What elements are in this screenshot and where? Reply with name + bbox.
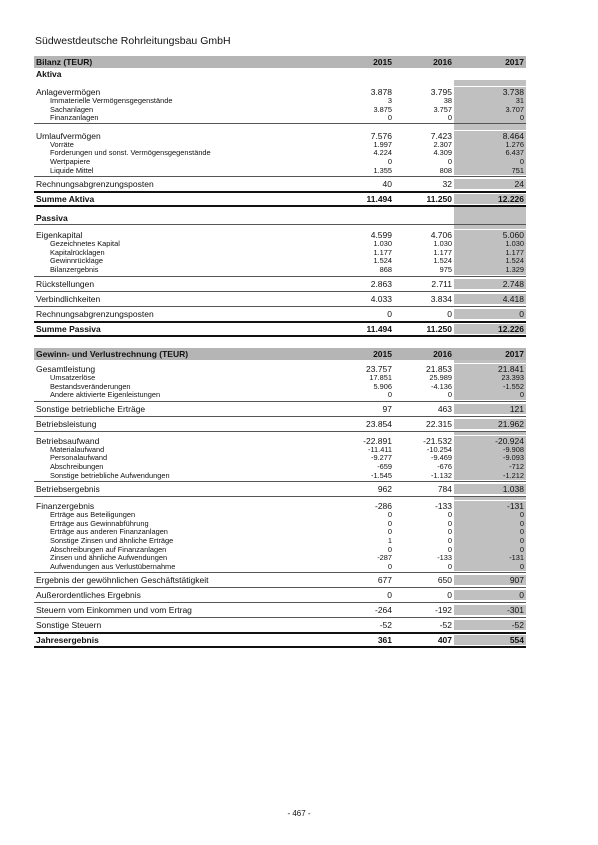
value-2016: 0 bbox=[447, 156, 452, 166]
value-2015: -22.891 bbox=[363, 435, 392, 446]
value-2015: 0 bbox=[387, 590, 392, 601]
value-2015: 0 bbox=[387, 527, 392, 537]
value-2015: 5.906 bbox=[373, 381, 392, 391]
table-row bbox=[34, 266, 526, 275]
value-2016: 0 bbox=[447, 527, 452, 537]
value-2016: 11.250 bbox=[426, 323, 452, 334]
value-2017: 0 bbox=[454, 528, 526, 537]
value-2015: 0 bbox=[387, 308, 392, 319]
table-row bbox=[34, 276, 526, 291]
value-2017: 1.276 bbox=[454, 141, 526, 150]
table-row bbox=[34, 114, 526, 123]
value-2017: 907 bbox=[454, 575, 526, 585]
value-2016: 3.757 bbox=[433, 104, 452, 114]
value-2017: 0 bbox=[454, 563, 526, 572]
value-2017: 0 bbox=[454, 391, 526, 400]
value-2017: 554 bbox=[454, 635, 526, 645]
value-2017: 1.038 bbox=[454, 484, 526, 494]
value-2016: -4.136 bbox=[431, 381, 452, 391]
value-2015: 1 bbox=[387, 535, 392, 545]
value-2017: 0 bbox=[454, 537, 526, 546]
value-2015: 0 bbox=[387, 544, 392, 554]
value-2016: 808 bbox=[439, 165, 452, 175]
value-2017: 0 bbox=[454, 158, 526, 167]
value-2016: 1.030 bbox=[433, 239, 452, 249]
value-2017: 21.841 bbox=[454, 364, 526, 374]
value-2017: 12.226 bbox=[454, 194, 526, 204]
row-label: Sonstige betriebliche Aufwendungen bbox=[50, 470, 170, 480]
value-2015: -52 bbox=[379, 620, 392, 631]
section-title: Aktiva bbox=[36, 69, 62, 79]
row-label: Kapitalrücklagen bbox=[50, 247, 105, 257]
value-2016: -1.132 bbox=[431, 470, 452, 480]
value-2016: 0 bbox=[447, 590, 452, 601]
value-2017: -1.212 bbox=[454, 472, 526, 481]
table-row bbox=[34, 149, 526, 158]
value-2015: -659 bbox=[377, 461, 392, 471]
value-2016: -52 bbox=[439, 620, 452, 631]
value-2016: -21.532 bbox=[423, 435, 452, 446]
value-2015: 1.524 bbox=[373, 256, 392, 266]
value-2017: 121 bbox=[454, 404, 526, 414]
row-label: Abschreibungen bbox=[50, 461, 104, 471]
row-label: Materialaufwand bbox=[50, 444, 105, 454]
value-2015: -11.411 bbox=[368, 444, 392, 454]
table-row bbox=[34, 97, 526, 106]
value-2016: 3.795 bbox=[430, 87, 452, 97]
row-label: Bestandsveränderungen bbox=[50, 381, 131, 391]
row-label: Summe Passiva bbox=[36, 323, 101, 334]
row-label: Finanzanlagen bbox=[50, 113, 99, 123]
table-row bbox=[34, 176, 526, 191]
value-2017: -131 bbox=[454, 554, 526, 563]
table-row bbox=[34, 472, 526, 481]
value-2015: 7.576 bbox=[370, 130, 392, 141]
value-2015: 361 bbox=[377, 635, 392, 646]
value-2017: 3.738 bbox=[454, 87, 526, 97]
value-2015: 868 bbox=[379, 264, 392, 274]
table-row bbox=[34, 257, 526, 266]
value-2016: -133 bbox=[437, 553, 452, 563]
value-2017: 0 bbox=[454, 309, 526, 319]
row-label: Personalaufwand bbox=[50, 453, 108, 463]
row-label: Außerordentliches Ergebnis bbox=[36, 590, 141, 601]
value-2017: 2.748 bbox=[454, 279, 526, 289]
value-2017: 0 bbox=[454, 520, 526, 529]
value-2015: 2.863 bbox=[370, 278, 392, 289]
value-2015: 0 bbox=[387, 510, 392, 520]
value-2015: 4.033 bbox=[370, 293, 392, 304]
value-2017: 31 bbox=[454, 97, 526, 106]
value-2017: 1.524 bbox=[454, 257, 526, 266]
value-2015: 1.355 bbox=[373, 165, 392, 175]
value-2015: 0 bbox=[387, 113, 392, 123]
value-2015: 1.997 bbox=[373, 139, 392, 149]
row-label: Bilanzergebnis bbox=[50, 264, 99, 274]
value-2016: -10.254 bbox=[426, 444, 452, 454]
year-2016: 2016 bbox=[433, 57, 452, 67]
value-2017: 23.393 bbox=[454, 374, 526, 383]
row-label: Sonstige Zinsen und ähnliche Erträge bbox=[50, 535, 174, 545]
value-2015: 962 bbox=[377, 484, 392, 495]
value-2017: 24 bbox=[454, 179, 526, 189]
value-2017: -712 bbox=[454, 463, 526, 472]
spacer bbox=[34, 123, 526, 130]
section-aktiva bbox=[34, 68, 526, 80]
year-2017: 2017 bbox=[454, 349, 526, 359]
value-2017: 1.329 bbox=[454, 266, 526, 275]
table-row bbox=[34, 106, 526, 115]
value-2017: -52 bbox=[454, 620, 526, 630]
value-2015: -1.545 bbox=[371, 470, 392, 480]
row-label: Rechnungsabgrenzungsposten bbox=[36, 308, 154, 319]
balance-header-row bbox=[34, 56, 526, 68]
value-2016: 22.315 bbox=[426, 418, 452, 429]
table-row bbox=[34, 435, 526, 446]
table-row bbox=[34, 602, 526, 617]
table-row bbox=[34, 454, 526, 463]
value-2015: 40 bbox=[382, 179, 392, 190]
section-passiva bbox=[34, 211, 526, 225]
value-2016: 32 bbox=[442, 179, 452, 190]
row-label: Sonstige betriebliche Erträge bbox=[36, 403, 146, 414]
balance-sheet-table bbox=[34, 56, 526, 337]
row-label: Rechnungsabgrenzungsposten bbox=[36, 179, 154, 190]
value-2015: 1.177 bbox=[373, 247, 392, 257]
value-2016: 4.706 bbox=[430, 230, 452, 241]
value-2016: 0 bbox=[447, 308, 452, 319]
value-2017: 1.030 bbox=[454, 240, 526, 249]
value-2015: 4.599 bbox=[370, 230, 392, 241]
value-2015: 0 bbox=[387, 156, 392, 166]
row-label: Summe Aktiva bbox=[36, 194, 95, 205]
value-2017: 751 bbox=[454, 167, 526, 176]
table-row bbox=[34, 306, 526, 321]
value-2015: 4.224 bbox=[373, 148, 392, 158]
value-2016: 7.423 bbox=[430, 130, 452, 141]
value-2016: 3.834 bbox=[430, 293, 452, 304]
row-label: Rückstellungen bbox=[36, 278, 95, 289]
row-label: Erträge aus Beteiligungen bbox=[50, 510, 136, 520]
row-label: Forderungen und sonst. Vermögensgegenstände bbox=[50, 148, 211, 158]
table-row bbox=[34, 291, 526, 306]
table-row bbox=[34, 391, 526, 400]
row-label: Andere aktivierte Eigenleistungen bbox=[50, 390, 161, 400]
value-2016: -192 bbox=[434, 605, 452, 616]
value-2016: 0 bbox=[447, 535, 452, 545]
row-label: Zinsen und ähnliche Aufwendungen bbox=[50, 553, 168, 563]
row-label: Verbindlichkeiten bbox=[36, 293, 101, 304]
value-2015: 3.875 bbox=[373, 104, 392, 114]
value-2016: 0 bbox=[447, 113, 452, 123]
value-2017: 6.437 bbox=[454, 149, 526, 158]
value-2017: -131 bbox=[454, 501, 526, 511]
value-2016: 0 bbox=[447, 544, 452, 554]
table-row bbox=[34, 249, 526, 258]
value-2016: 21.853 bbox=[426, 364, 452, 374]
value-2015: 0 bbox=[387, 390, 392, 400]
row-label: Umsatzerlöse bbox=[50, 373, 96, 382]
value-2017: 5.060 bbox=[454, 230, 526, 240]
row-label: Liquide Mittel bbox=[50, 165, 94, 175]
value-2017: 0 bbox=[454, 590, 526, 600]
value-2015: 97 bbox=[382, 403, 392, 414]
table-row bbox=[34, 446, 526, 455]
value-2017: -9.908 bbox=[454, 446, 526, 455]
row-label: Erträge aus anderen Finanzanlagen bbox=[50, 527, 168, 537]
value-2017: -9.093 bbox=[454, 454, 526, 463]
value-2016: 463 bbox=[437, 403, 452, 414]
value-2017: 8.464 bbox=[454, 131, 526, 141]
row-label: Gesamtleistung bbox=[36, 364, 96, 374]
table-row bbox=[34, 240, 526, 249]
value-2015: -287 bbox=[377, 553, 392, 563]
section-title: Passiva bbox=[36, 212, 68, 223]
value-2016: -9.469 bbox=[431, 453, 452, 463]
value-2017: 0 bbox=[454, 511, 526, 520]
value-2016: 25.989 bbox=[429, 373, 452, 382]
row-label: Immaterielle Vermögensgegenstände bbox=[50, 96, 173, 105]
value-2015: 677 bbox=[377, 575, 392, 586]
value-2016: 650 bbox=[437, 575, 452, 586]
income-statement-table bbox=[34, 348, 526, 648]
value-2015: -286 bbox=[374, 501, 392, 512]
table-row bbox=[34, 167, 526, 176]
income-header-row bbox=[34, 348, 526, 360]
total-row bbox=[34, 632, 526, 648]
row-label: Betriebsergebnis bbox=[36, 484, 100, 495]
total-row bbox=[34, 191, 526, 207]
row-label: Anlagevermögen bbox=[36, 87, 101, 97]
value-2016: 784 bbox=[437, 484, 452, 495]
value-2016: -676 bbox=[437, 461, 452, 471]
value-2015: 3.878 bbox=[370, 87, 392, 97]
table-row bbox=[34, 587, 526, 602]
value-2016: 0 bbox=[447, 390, 452, 400]
value-2016: 975 bbox=[439, 264, 452, 274]
table-row bbox=[34, 130, 526, 141]
row-label: Betriebsleistung bbox=[36, 418, 97, 429]
value-2016: 2.711 bbox=[431, 278, 452, 289]
row-label: Sachanlagen bbox=[50, 104, 94, 114]
page-number: - 467 - bbox=[287, 809, 311, 818]
value-2015: 1.030 bbox=[373, 239, 392, 249]
row-label: Erträge aus Gewinnabführung bbox=[50, 518, 149, 528]
value-2015: 23.854 bbox=[366, 418, 392, 429]
value-2015: 11.494 bbox=[366, 194, 392, 205]
table-row bbox=[34, 363, 526, 374]
row-label: Gewinnrücklage bbox=[50, 256, 103, 266]
value-2016: 1.177 bbox=[433, 247, 452, 257]
income-header-label: Gewinn- und Verlustrechnung (TEUR) bbox=[36, 349, 189, 359]
value-2015: -264 bbox=[374, 605, 392, 616]
table-row bbox=[34, 416, 526, 431]
value-2017: 0 bbox=[454, 114, 526, 123]
value-2017: 1.177 bbox=[454, 249, 526, 258]
balance-header-label: Bilanz (TEUR) bbox=[36, 57, 93, 67]
value-2015: 23.757 bbox=[366, 364, 392, 374]
year-2016: 2016 bbox=[433, 349, 452, 359]
value-2017: 12.226 bbox=[454, 324, 526, 334]
value-2015: 0 bbox=[387, 561, 392, 571]
company-name: Südwestdeutsche Rohrleitungsbau GmbH bbox=[35, 35, 231, 47]
value-2015: 11.494 bbox=[366, 323, 392, 334]
year-2015: 2015 bbox=[373, 57, 392, 67]
row-label: Steuern vom Einkommen und vom Ertrag bbox=[36, 605, 192, 616]
value-2017: 21.962 bbox=[454, 419, 526, 429]
value-2015: 3 bbox=[387, 96, 392, 105]
row-label: Aufwendungen aus Verlustübernahme bbox=[50, 561, 176, 571]
value-2015: 17.851 bbox=[369, 373, 392, 382]
value-2017: 0 bbox=[454, 546, 526, 555]
value-2016: 1.524 bbox=[433, 256, 452, 266]
table-row bbox=[34, 481, 526, 496]
value-2016: 4.309 bbox=[433, 148, 452, 158]
value-2017: -1.552 bbox=[454, 383, 526, 392]
total-row bbox=[34, 321, 526, 337]
row-label: Umlaufvermögen bbox=[36, 130, 101, 141]
value-2016: 0 bbox=[447, 510, 452, 520]
value-2017: 3.707 bbox=[454, 106, 526, 115]
table-row bbox=[34, 617, 526, 632]
table-row bbox=[34, 158, 526, 167]
row-label: Betriebsaufwand bbox=[36, 435, 100, 446]
value-2016: 0 bbox=[447, 518, 452, 528]
value-2016: 11.250 bbox=[426, 194, 452, 205]
year-2015: 2015 bbox=[373, 349, 392, 359]
table-row bbox=[34, 572, 526, 587]
row-label: Wertpapiere bbox=[50, 156, 91, 166]
row-label: Abschreibungen auf Finanzanlagen bbox=[50, 544, 167, 554]
row-label: Finanzergebnis bbox=[36, 501, 95, 512]
value-2016: 38 bbox=[443, 96, 452, 105]
row-label: Vorräte bbox=[50, 139, 74, 149]
year-2017: 2017 bbox=[454, 57, 526, 67]
value-2017: 4.418 bbox=[454, 294, 526, 304]
row-label: Gezeichnetes Kapital bbox=[50, 239, 120, 249]
value-2016: 2.307 bbox=[433, 139, 452, 149]
value-2017: -301 bbox=[454, 605, 526, 615]
value-2016: 407 bbox=[437, 635, 452, 646]
value-2016: 0 bbox=[447, 561, 452, 571]
value-2015: 0 bbox=[387, 518, 392, 528]
value-2017: -20.924 bbox=[454, 436, 526, 446]
value-2016: -133 bbox=[434, 501, 452, 512]
row-label: Ergebnis der gewöhnlichen Geschäftstätigkeit bbox=[36, 575, 209, 586]
table-row bbox=[34, 401, 526, 416]
row-label: Eigenkapital bbox=[36, 230, 83, 241]
value-2015: -9.277 bbox=[371, 453, 392, 463]
row-label: Jahresergebnis bbox=[36, 635, 99, 646]
row-label: Sonstige Steuern bbox=[36, 620, 102, 631]
table-row bbox=[34, 563, 526, 572]
